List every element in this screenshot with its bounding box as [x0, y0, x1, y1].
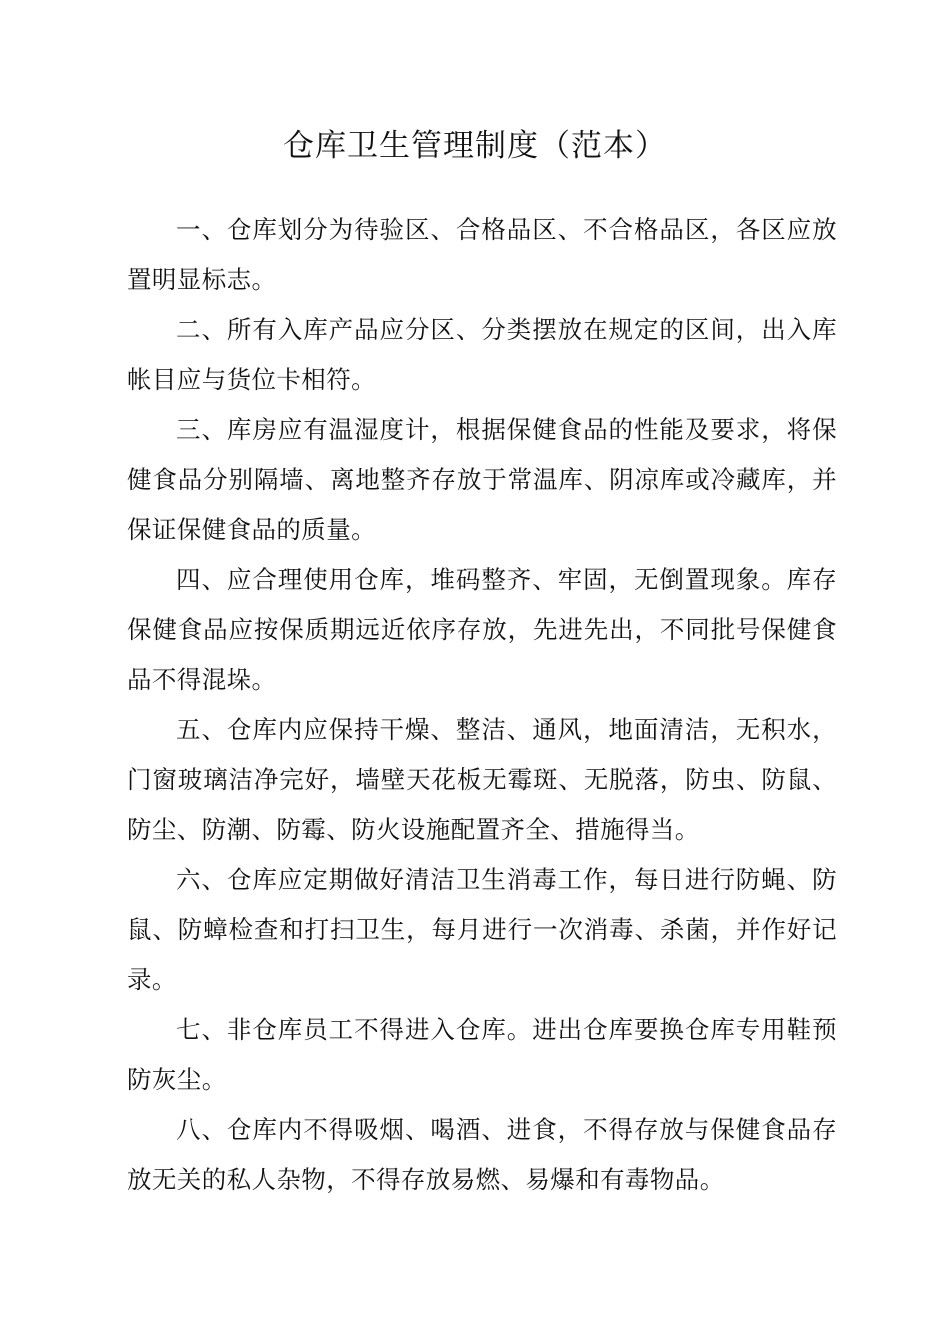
clause-5: 五、仓库内应保持干燥、整洁、通风，地面清洁，无积水，门窗玻璃洁净完好，墙壁天花板无霉斑、无脱落，防虫、防鼠、防尘、防潮、防霉、防火设施配置齐全、措施得当。 — [127, 715, 837, 844]
clause-7: 七、非仓库员工不得进入仓库。进出仓库要换仓库专用鞋预防灰尘。 — [127, 1015, 837, 1094]
clause-3: 三、库房应有温湿度计，根据保健食品的性能及要求，将保健食品分别隔墙、离地整齐存放于常温库、阴凉库或冷藏库，并保证保健食品的质量。 — [127, 415, 837, 544]
clause-2: 二、所有入库产品应分区、分类摆放在规定的区间，出入库帐目应与货位卡相符。 — [127, 315, 837, 394]
document-title: 仓库卫生管理制度（范本） — [283, 128, 667, 164]
clause-8: 八、仓库内不得吸烟、喝酒、进食，不得存放与保健食品存放无关的私人杂物，不得存放易燃、易爆和有毒物品。 — [127, 1115, 837, 1194]
document-body — [127, 205, 837, 1205]
clause-1: 一、仓库划分为待验区、合格品区、不合格品区，各区应放置明显标志。 — [127, 215, 837, 294]
clause-6: 六、仓库应定期做好清洁卫生消毒工作，每日进行防蝇、防鼠、防蟑检查和打扫卫生，每月进行一次消毒、杀菌，并作好记录。 — [127, 865, 837, 994]
clause-4: 四、应合理使用仓库，堆码整齐、牢固，无倒置现象。库存保健食品应按保质期远近依序存放，先进先出，不同批号保健食品不得混垛。 — [127, 565, 837, 694]
